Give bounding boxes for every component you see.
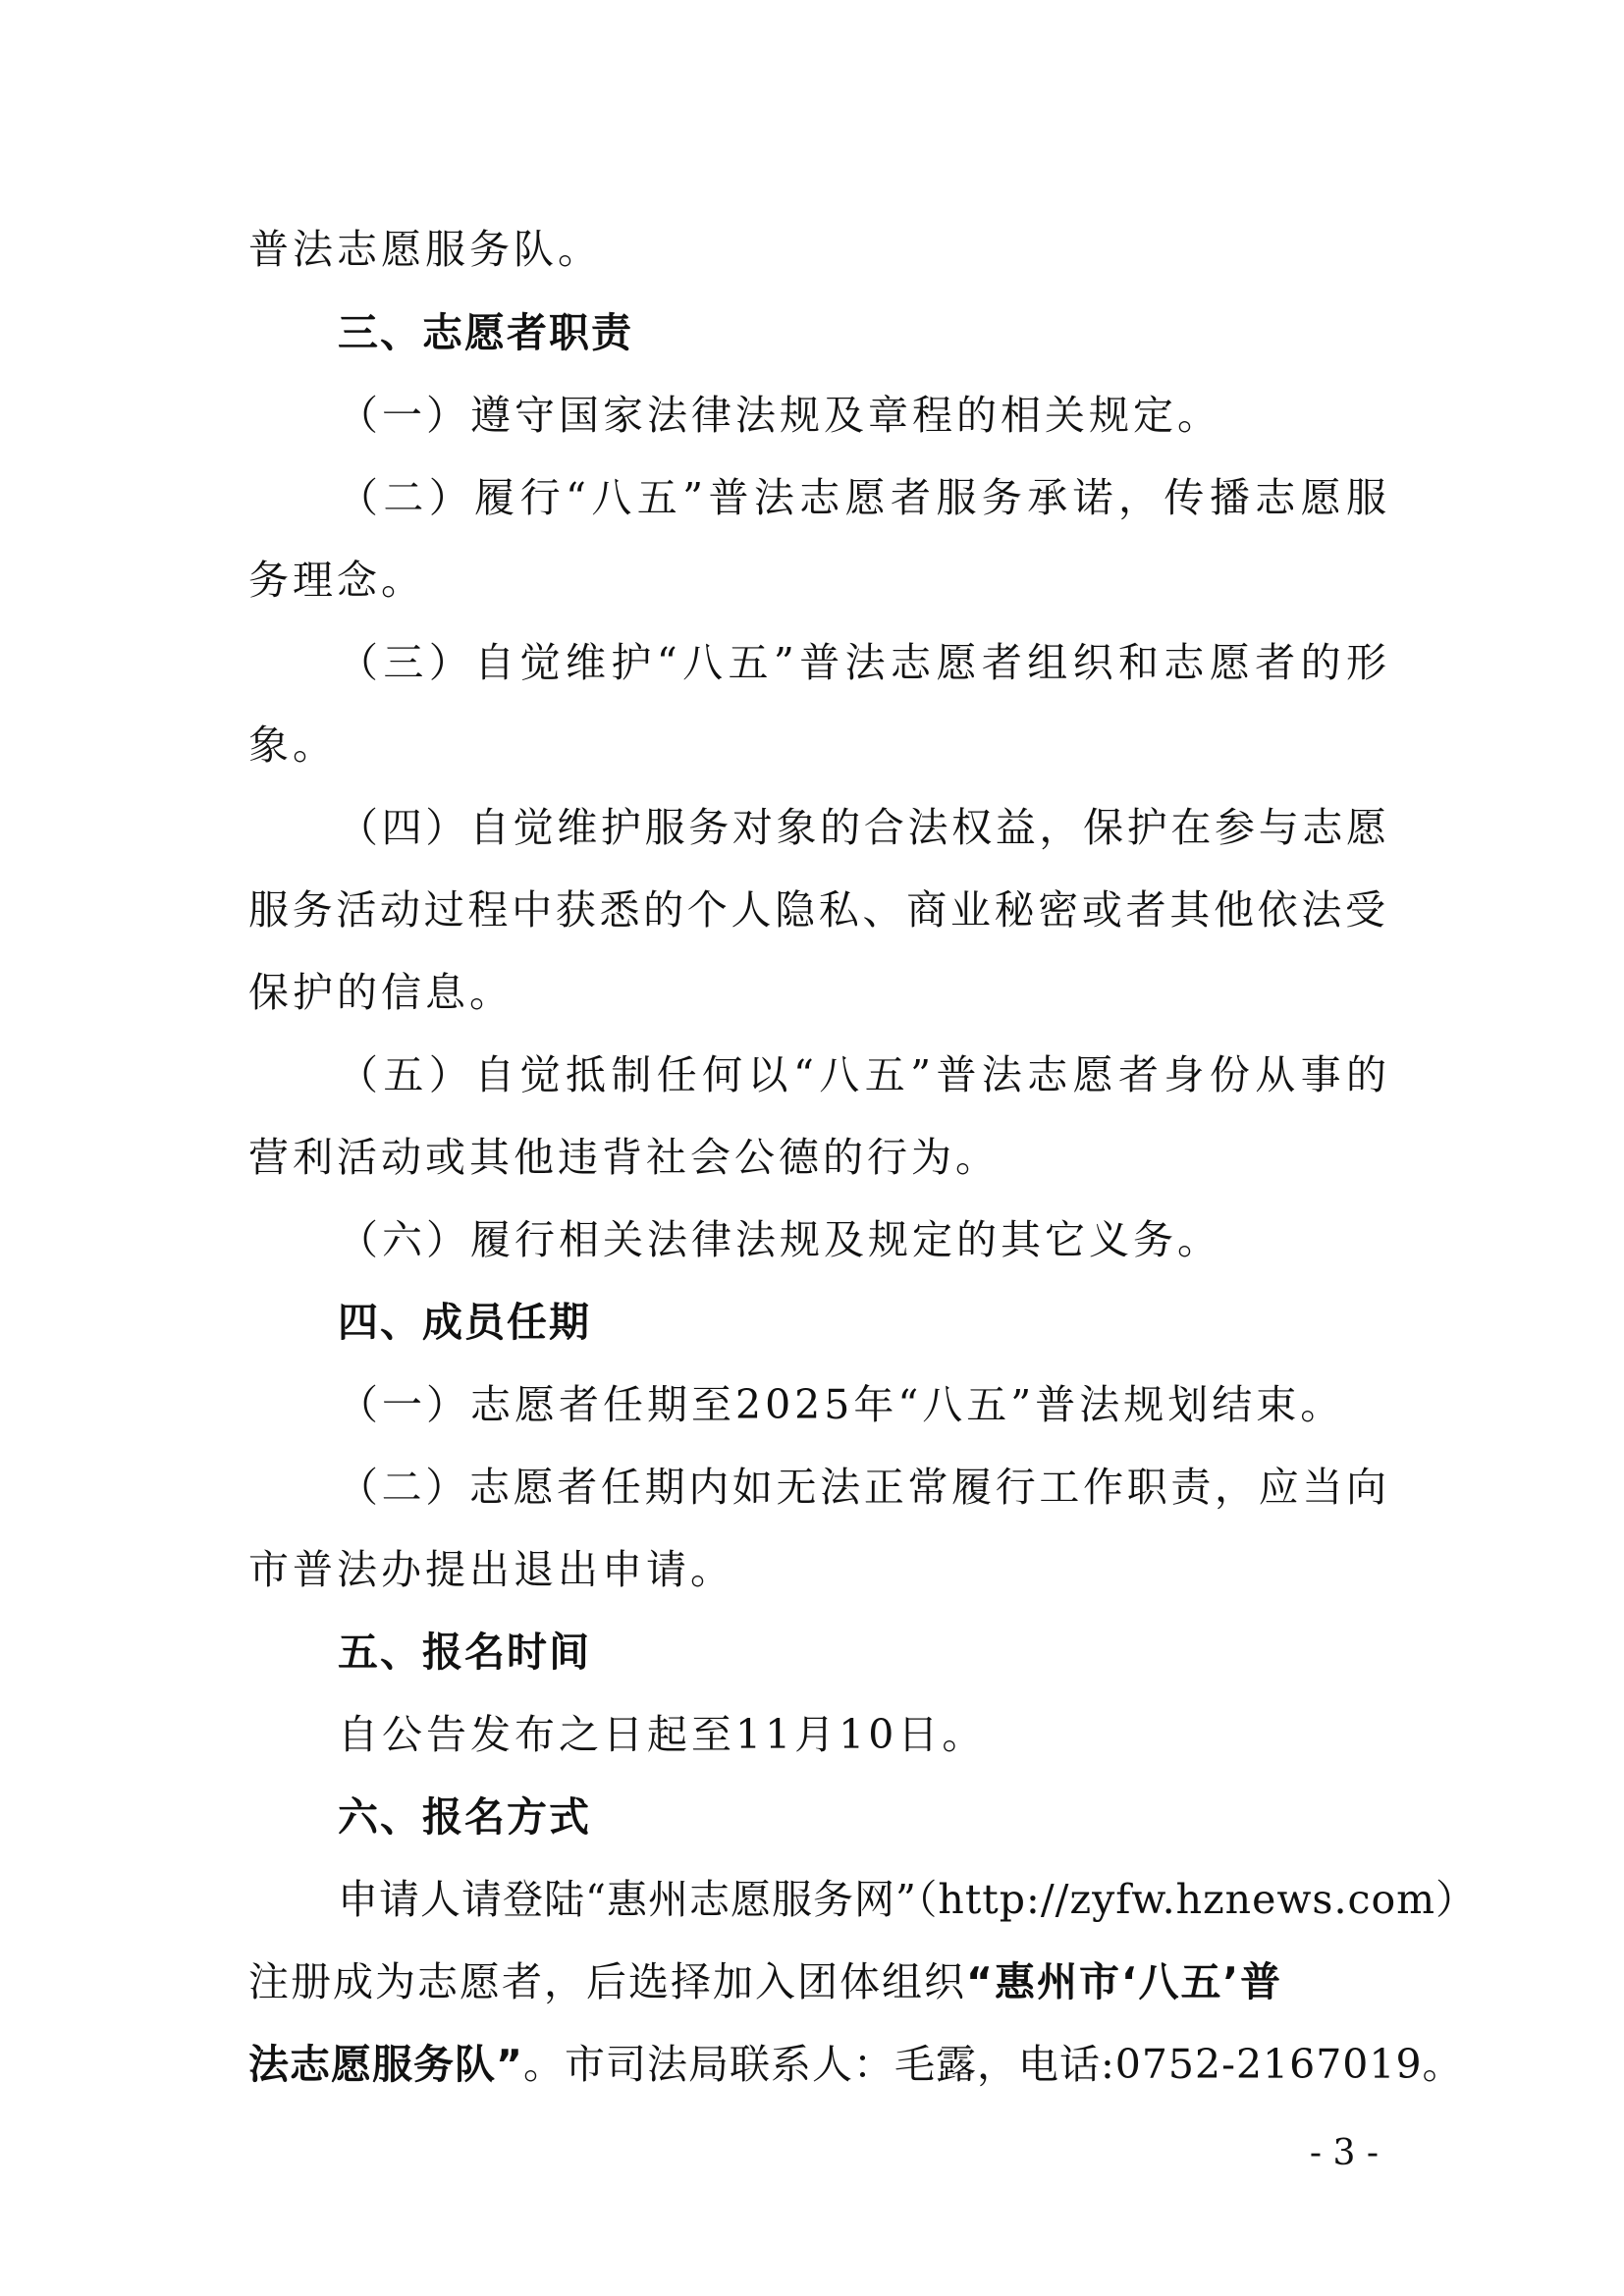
section-heading-duties: 三、志愿者职责 bbox=[338, 309, 633, 356]
paragraph-line: 申请人请登陆“惠州志愿服务网”（http://zyfw.hznews.com） bbox=[338, 1876, 1478, 1923]
paragraph-line: （三）自觉维护“八五”普法志愿者组织和志愿者的形 bbox=[338, 639, 1388, 686]
paragraph-line: 普法志愿服务队。 bbox=[248, 226, 602, 273]
line-text: 。市司法局联系人：毛露，电话:0752-2167019。 bbox=[522, 2041, 1464, 2088]
paragraph-line: 自公告发布之日起至11月10日。 bbox=[338, 1711, 987, 1758]
emphasized-text: “惠州市‘八五’普 bbox=[966, 1958, 1283, 2005]
paragraph-line: （二）志愿者任期内如无法正常履行工作职责，应当向 bbox=[338, 1464, 1388, 1511]
paragraph-line: （二）履行“八五”普法志愿者服务承诺，传播志愿服 bbox=[338, 474, 1388, 521]
paragraph-line bbox=[248, 1954, 1387, 2009]
paragraph-line: 务理念。 bbox=[248, 557, 425, 604]
paragraph-line: 象。 bbox=[248, 721, 337, 769]
paragraph-line bbox=[248, 2037, 1464, 2092]
line-text: 注册成为志愿者，后选择加入团体组织 bbox=[248, 1958, 966, 2005]
section-heading-registration-method: 六、报名方式 bbox=[338, 1793, 591, 1841]
paragraph-line: （六）履行相关法律法规及规定的其它义务。 bbox=[338, 1216, 1221, 1263]
paragraph-line: （一）志愿者任期至2025年“八五”普法规划结束。 bbox=[338, 1381, 1345, 1428]
paragraph-line: （一）遵守国家法律法规及章程的相关规定。 bbox=[338, 392, 1221, 439]
section-heading-registration-time: 五、报名时间 bbox=[338, 1629, 591, 1676]
paragraph-line: 保护的信息。 bbox=[248, 969, 514, 1016]
paragraph-line: （五）自觉抵制任何以“八五”普法志愿者身份从事的 bbox=[338, 1051, 1388, 1098]
page-number: - 3 - bbox=[1309, 2133, 1379, 2173]
paragraph-line: 市普法办提出退出申请。 bbox=[248, 1546, 734, 1593]
paragraph-line: 营利活动或其他违背社会公德的行为。 bbox=[248, 1134, 1000, 1181]
paragraph-line: 服务活动过程中获悉的个人隐私、商业秘密或者其他依法受 bbox=[248, 886, 1387, 934]
paragraph-line: （四）自觉维护服务对象的合法权益，保护在参与志愿 bbox=[338, 804, 1388, 851]
emphasized-text: 法志愿服务队” bbox=[248, 2041, 523, 2088]
section-heading-term: 四、成员任期 bbox=[338, 1299, 591, 1346]
